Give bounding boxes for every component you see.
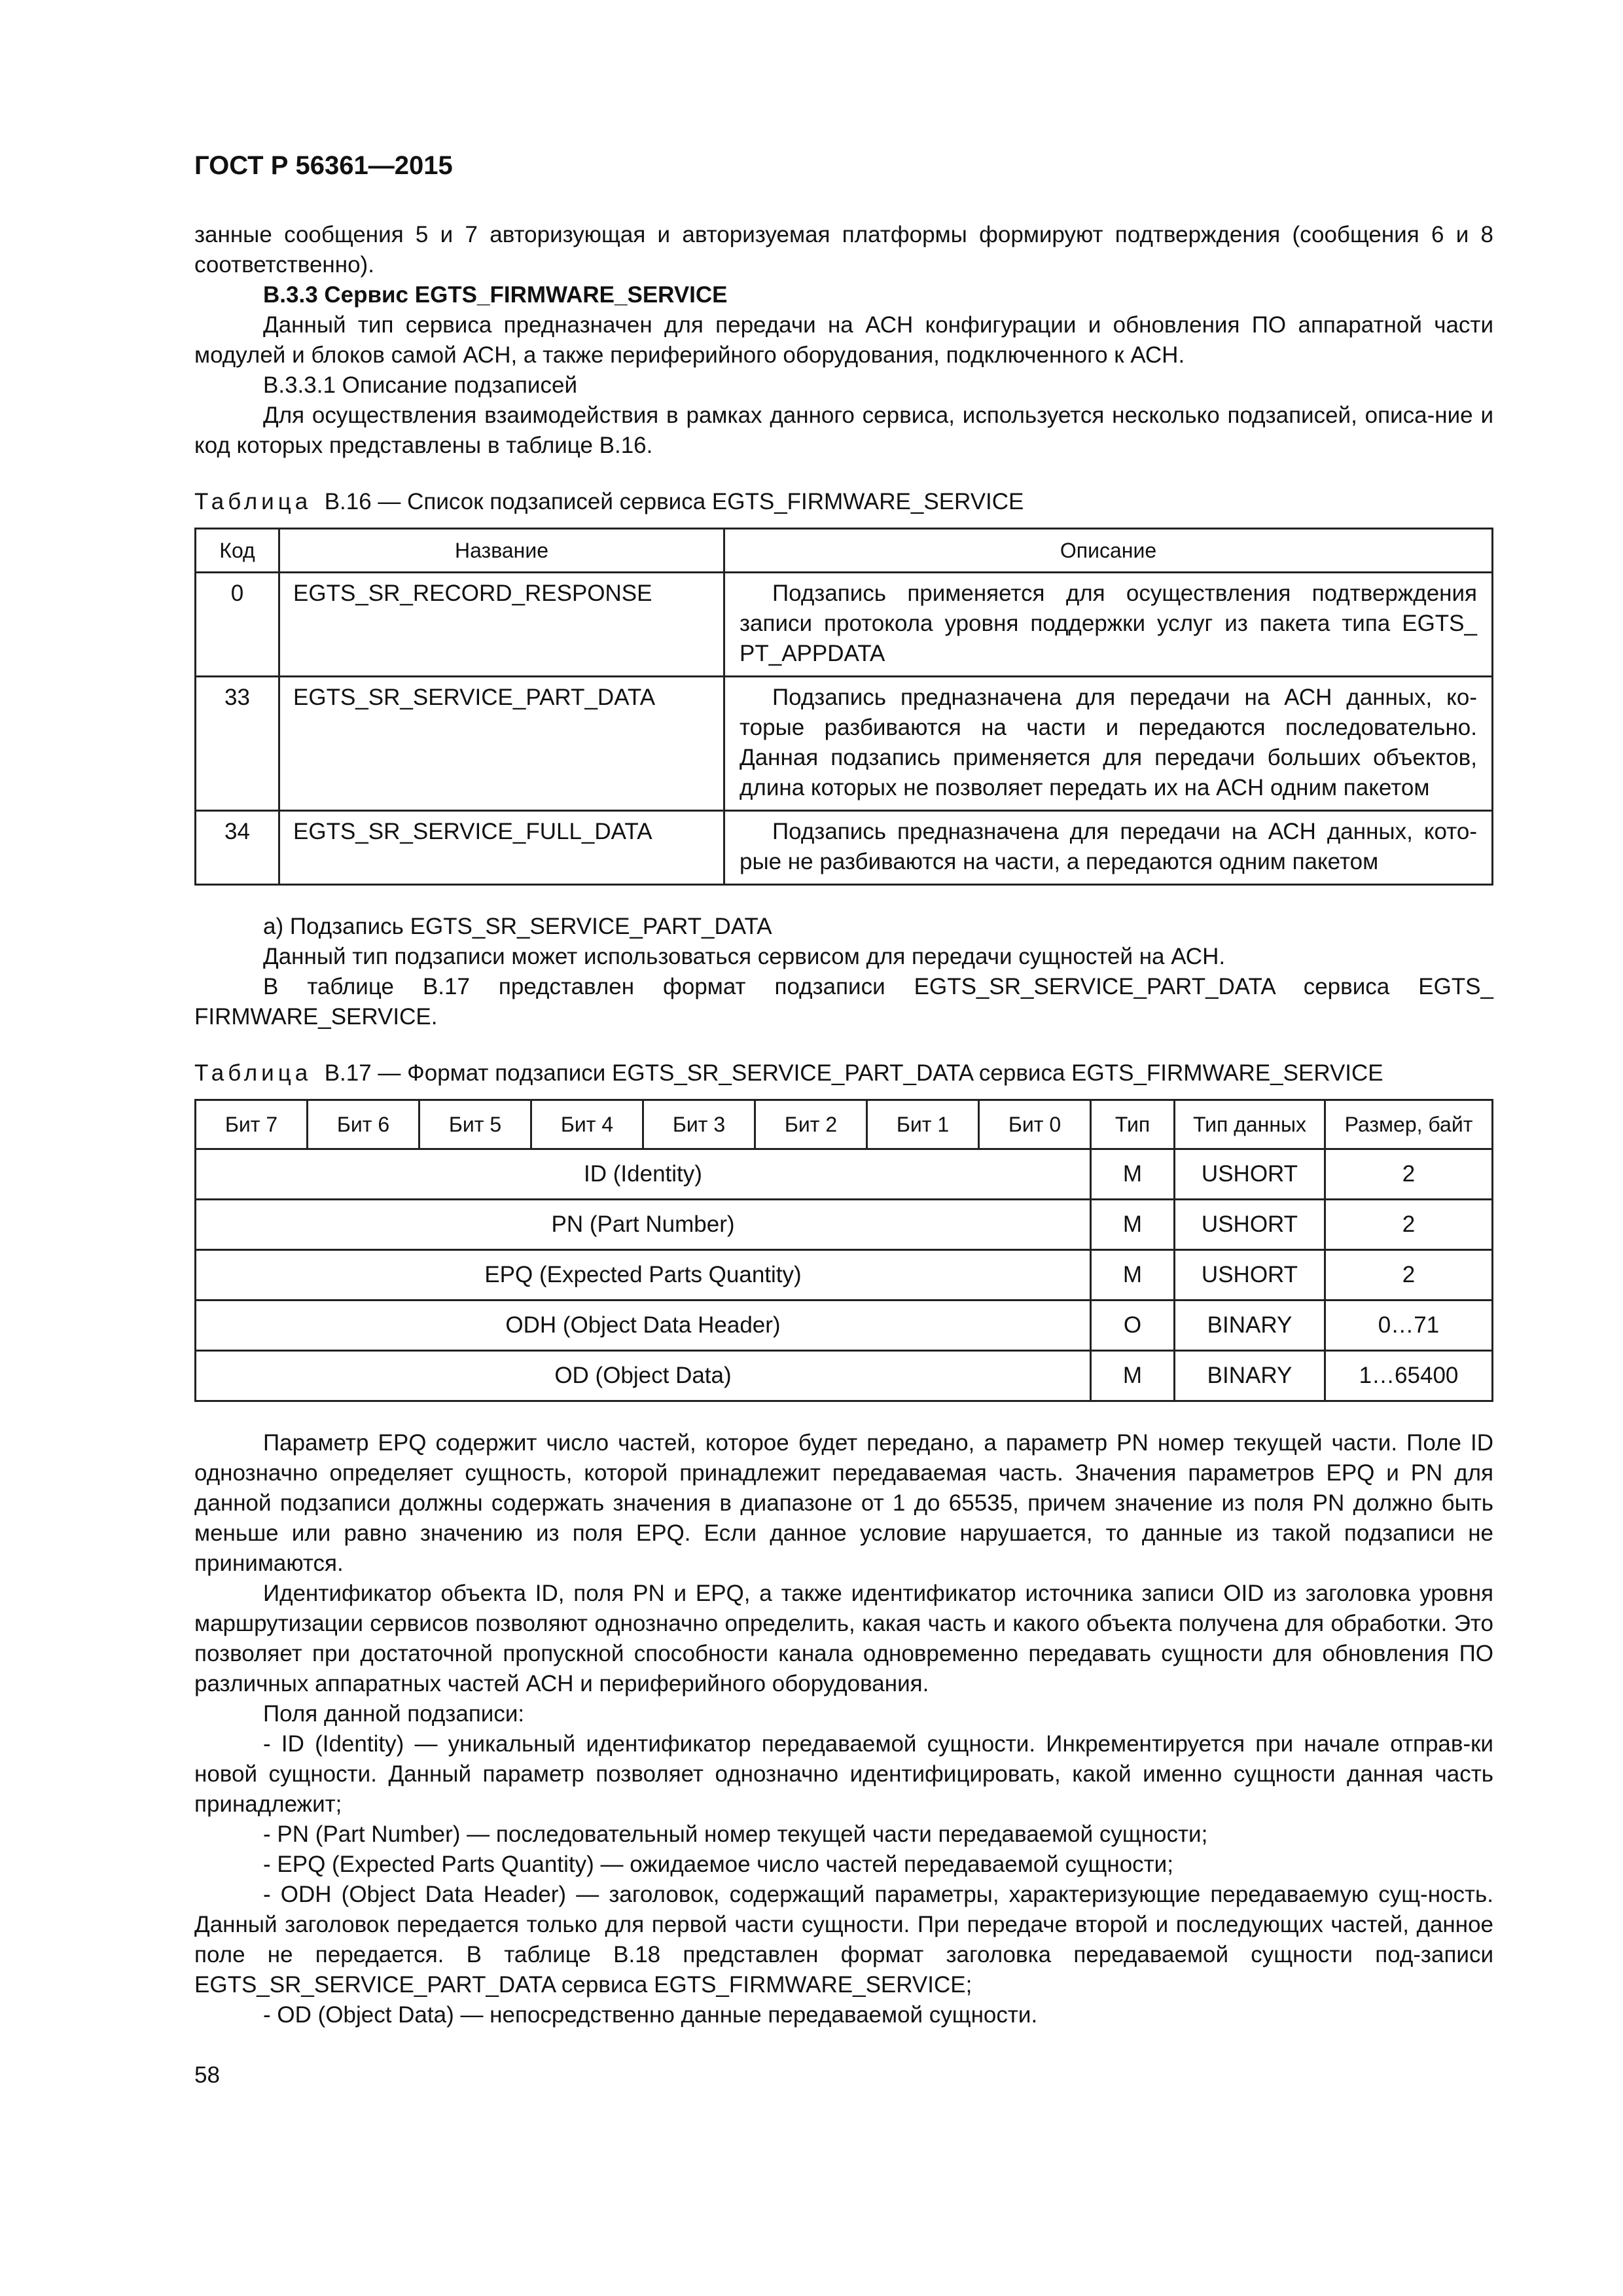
standard-header: ГОСТ Р 56361—2015 (194, 151, 453, 180)
table-row (196, 811, 1493, 885)
header-bit1: Бит 1 (867, 1100, 979, 1149)
row-name: EGTS_SR_SERVICE_FULL_DATA (279, 811, 724, 885)
list-item: - PN (Part Number) — последовательный номер текущей части передаваемой сущности; (263, 1821, 1208, 1847)
row-data-type: USHORT (1175, 1250, 1325, 1300)
caption-prefix: Таблица (194, 489, 312, 514)
section-title: В.3.3 Сервис EGTS_FIRMWARE_SERVICE (263, 282, 728, 308)
row-size: 2 (1325, 1149, 1493, 1200)
body-paragraph: Поля данной подзаписи: (263, 1701, 525, 1727)
header-bit6: Бит 6 (308, 1100, 419, 1149)
table-header-row (196, 529, 1493, 573)
header-bit0: Бит 0 (979, 1100, 1091, 1149)
table-row (196, 1351, 1493, 1401)
header-bit7: Бит 7 (196, 1100, 308, 1149)
header-description: Описание (724, 529, 1493, 573)
header-name: Название (279, 529, 724, 573)
table-b16-caption (194, 487, 1493, 517)
row-data-type: BINARY (1175, 1300, 1325, 1351)
row-data-type: USHORT (1175, 1149, 1325, 1200)
row-type: M (1091, 1351, 1175, 1401)
row-data-type: BINARY (1175, 1351, 1325, 1401)
row-type: M (1091, 1149, 1175, 1200)
document-page (194, 149, 1493, 2030)
list-item: - EPQ (Expected Parts Quantity) — ожидаемое число частей передаваемой сущности; (263, 1852, 1173, 1877)
header-code: Код (196, 529, 279, 573)
row-type: O (1091, 1300, 1175, 1351)
row-type: M (1091, 1250, 1175, 1300)
row-field: PN (Part Number) (196, 1200, 1091, 1250)
table-row (196, 1250, 1493, 1300)
header-bit4: Бит 4 (531, 1100, 643, 1149)
row-field: ODH (Object Data Header) (196, 1300, 1091, 1351)
table-b16 (194, 528, 1493, 886)
body-paragraph: Идентификатор объекта ID, поля PN и EPQ, а также идентификатор источника записи OID из заголовка уровня маршрутизации сервисов позволяют однозначно определить, какая часть и какого объекта получена для обработки. Это позволяет при достаточной пропускной способности канала одновременно передавать сущности для обновления ПО различных аппаратных частей АСН и периферийного оборудования. (194, 1581, 1493, 1696)
part-a-title: а) Подзапись EGTS_SR_SERVICE_PART_DATA (263, 914, 772, 939)
row-field: OD (Object Data) (196, 1351, 1091, 1401)
row-name: EGTS_SR_SERVICE_PART_DATA (279, 677, 724, 811)
list-item: - OD (Object Data) — непосредственно данные передаваемой сущности. (263, 2002, 1038, 2028)
header-bit3: Бит 3 (643, 1100, 755, 1149)
row-field: ID (Identity) (196, 1149, 1091, 1200)
table-row (196, 1149, 1493, 1200)
row-size: 2 (1325, 1250, 1493, 1300)
table-header-row (196, 1100, 1493, 1149)
header-size: Размер, байт (1325, 1100, 1493, 1149)
part-a-paragraph: Данный тип подзаписи может использоваться сервисом для передачи сущностей на АСН. (263, 944, 1226, 969)
part-a-paragraph: В таблице В.17 представлен формат подзаписи EGTS_SR_SERVICE_PART_DATA сервиса EGTS_ FIRMWARE_SERVICE. (194, 974, 1493, 1030)
row-field: EPQ (Expected Parts Quantity) (196, 1250, 1091, 1300)
intro-paragraph: занные сообщения 5 и 7 авторизующая и авторизуемая платформы формируют подтверждения (сообщения 6 и 8 соответственно). (194, 222, 1493, 278)
row-description: Подзапись применяется для осуществления подтверждения записи протокола уровня поддержки услуг из пакета типа EGTS_ PT_APPDATA (724, 573, 1493, 677)
page-number: 58 (194, 2062, 220, 2088)
caption-text: В.16 — Список подзаписей сервиса EGTS_FIRMWARE_SERVICE (324, 489, 1024, 514)
list-item: - ID (Identity) — уникальный идентификатор передаваемой сущности. Инкрементируется при начале отправ-ки новой сущности. Данный параметр позволяет однозначно идентифицировать, какой именно сущности данная часть принадлежит; (194, 1731, 1493, 1817)
header-data-type: Тип данных (1175, 1100, 1325, 1149)
caption-prefix: Таблица (194, 1060, 312, 1086)
row-size: 1…65400 (1325, 1351, 1493, 1401)
caption-text: В.17 — Формат подзаписи EGTS_SR_SERVICE_PART_DATA сервиса EGTS_FIRMWARE_SERVICE (324, 1060, 1383, 1086)
row-code: 0 (196, 573, 279, 677)
row-size: 2 (1325, 1200, 1493, 1250)
list-item: - ODH (Object Data Header) — заголовок, содержащий параметры, характеризующие передаваемую сущ-ность. Данный заголовок передается только для первой части сущности. При передаче второй и последующих частей, данное поле не передается. В таблице В.18 представлен формат заголовка передаваемой сущности под-записи EGTS_SR_SERVICE_PART_DATA сервиса EGTS_FIRMWARE_SERVICE; (194, 1882, 1493, 1998)
row-code: 34 (196, 811, 279, 885)
table-row (196, 1200, 1493, 1250)
row-type: M (1091, 1200, 1175, 1250)
subsection-paragraph: Для осуществления взаимодействия в рамках данного сервиса, используется несколько подзаписей, описа-ние и код которых представлены в таблице В.16. (194, 403, 1493, 458)
body-paragraph: Параметр EPQ содержит число частей, которое будет передано, а параметр PN номер текущей части. Поле ID однозначно определяет сущность, которой принадлежит передаваемая часть. Значения параметров EPQ и PN для данной подзаписи должны содержать значения в диапазоне от 1 до 65535, причем значение из поля PN должно быть меньше или равно значению из поля EPQ. Если данное условие нарушается, то данные из такой подзаписи не принимаются. (194, 1430, 1493, 1576)
header-bit2: Бит 2 (755, 1100, 867, 1149)
section-paragraph: Данный тип сервиса предназначен для передачи на АСН конфигурации и обновления ПО аппаратной части модулей и блоков самой АСН, а также периферийного оборудования, подключенного к АСН. (194, 312, 1493, 368)
table-b17-caption (194, 1058, 1493, 1088)
header-bit5: Бит 5 (419, 1100, 531, 1149)
row-size: 0…71 (1325, 1300, 1493, 1351)
body-text (194, 1428, 1493, 2030)
row-description: Подзапись предназначена для передачи на АСН данных, кото-рые не разбиваются на части, а передаются одним пакетом (724, 811, 1493, 885)
table-b17 (194, 1099, 1493, 1402)
row-name: EGTS_SR_RECORD_RESPONSE (279, 573, 724, 677)
table-row (196, 677, 1493, 811)
row-description: Подзапись предназначена для передачи на АСН данных, ко-торые разбиваются на части и передаются последовательно. Данная подзапись применяется для передачи больших объектов, длина которых не позволяет передать их на АСН одним пакетом (724, 677, 1493, 811)
row-data-type: USHORT (1175, 1200, 1325, 1250)
header-type: Тип (1091, 1100, 1175, 1149)
subsection-title: В.3.3.1 Описание подзаписей (263, 372, 578, 398)
table-row (196, 573, 1493, 677)
row-code: 33 (196, 677, 279, 811)
table-row (196, 1300, 1493, 1351)
